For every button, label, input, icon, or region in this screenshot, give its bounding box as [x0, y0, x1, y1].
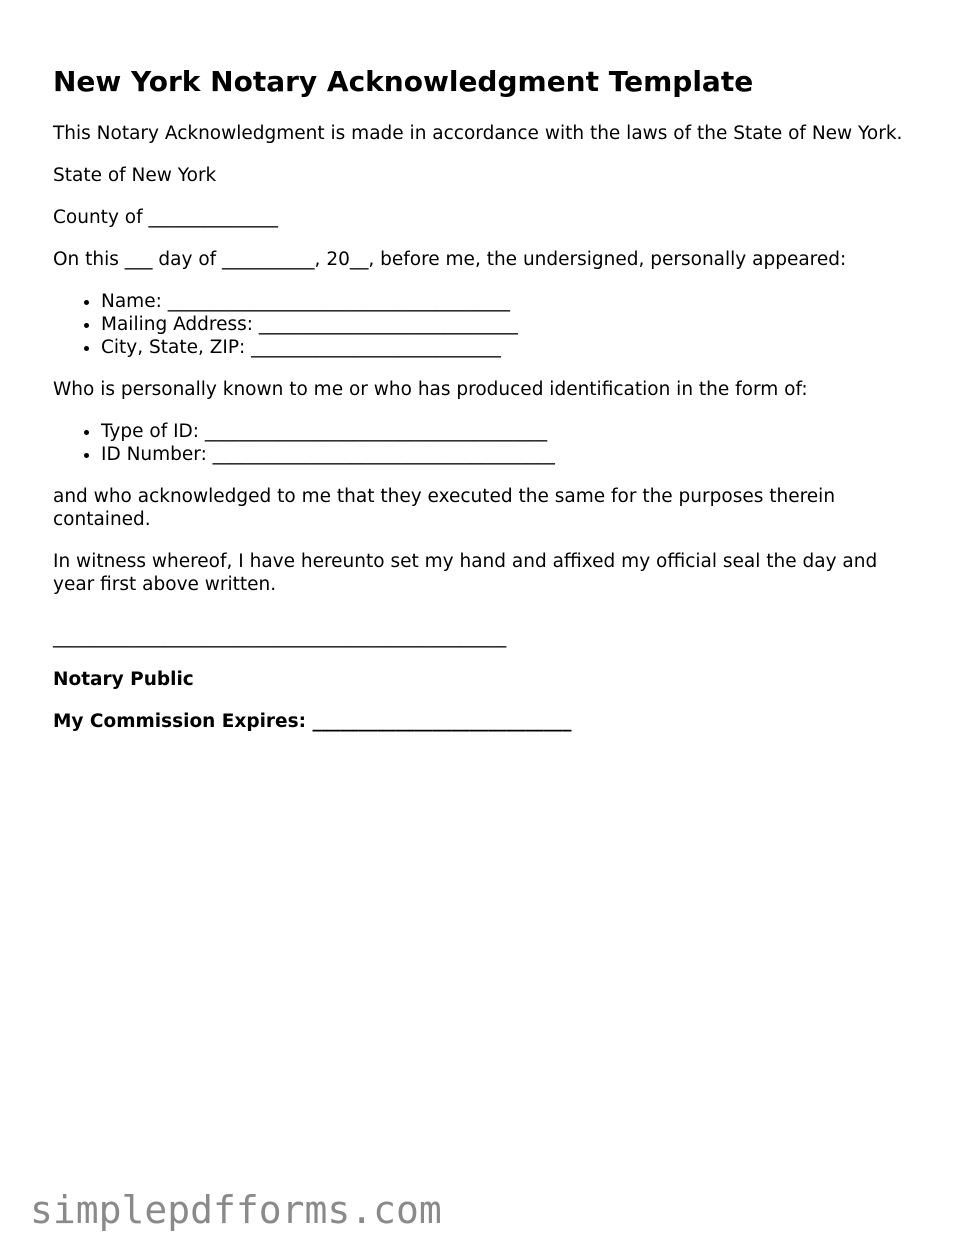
type-of-id-field: • Type of ID: _____________________________________ [101, 420, 913, 443]
id-number-field: • ID Number: _____________________________________ [101, 443, 913, 466]
id-fields-list [53, 420, 913, 466]
appeared-fields-list [53, 290, 913, 359]
county-line: County of ______________ [53, 207, 278, 228]
document-page [53, 62, 913, 752]
id-intro-paragraph: Who is personally known to me or who has produced identification in the form of: [53, 379, 808, 400]
notary-public-label: Notary Public [53, 669, 194, 690]
state-line: State of New York [53, 165, 217, 186]
mailing-address-field: • Mailing Address: ____________________________ [101, 313, 913, 336]
witness-paragraph: In witness whereof, I have hereunto set my hand and affixed my official seal the day and year first above written. [53, 551, 878, 595]
name-field: • Name: _____________________________________ [101, 290, 913, 313]
commission-expires-line: My Commission Expires: ____________________________ [53, 711, 572, 732]
document-title: New York Notary Acknowledgment Template [53, 65, 754, 98]
acknowledged-paragraph: and who acknowledged to me that they executed the same for the purposes therein contained. [53, 486, 836, 530]
watermark-text: simplepdfforms.com [30, 1188, 442, 1232]
signature-line: _________________________________________________ [53, 627, 507, 648]
date-line: On this ___ day of __________, 20__, before me, the undersigned, personally appeared: [53, 249, 847, 270]
city-state-zip-field: • City, State, ZIP: ___________________________ [101, 336, 913, 359]
intro-paragraph: This Notary Acknowledgment is made in accordance with the laws of the State of New York. [53, 123, 903, 144]
